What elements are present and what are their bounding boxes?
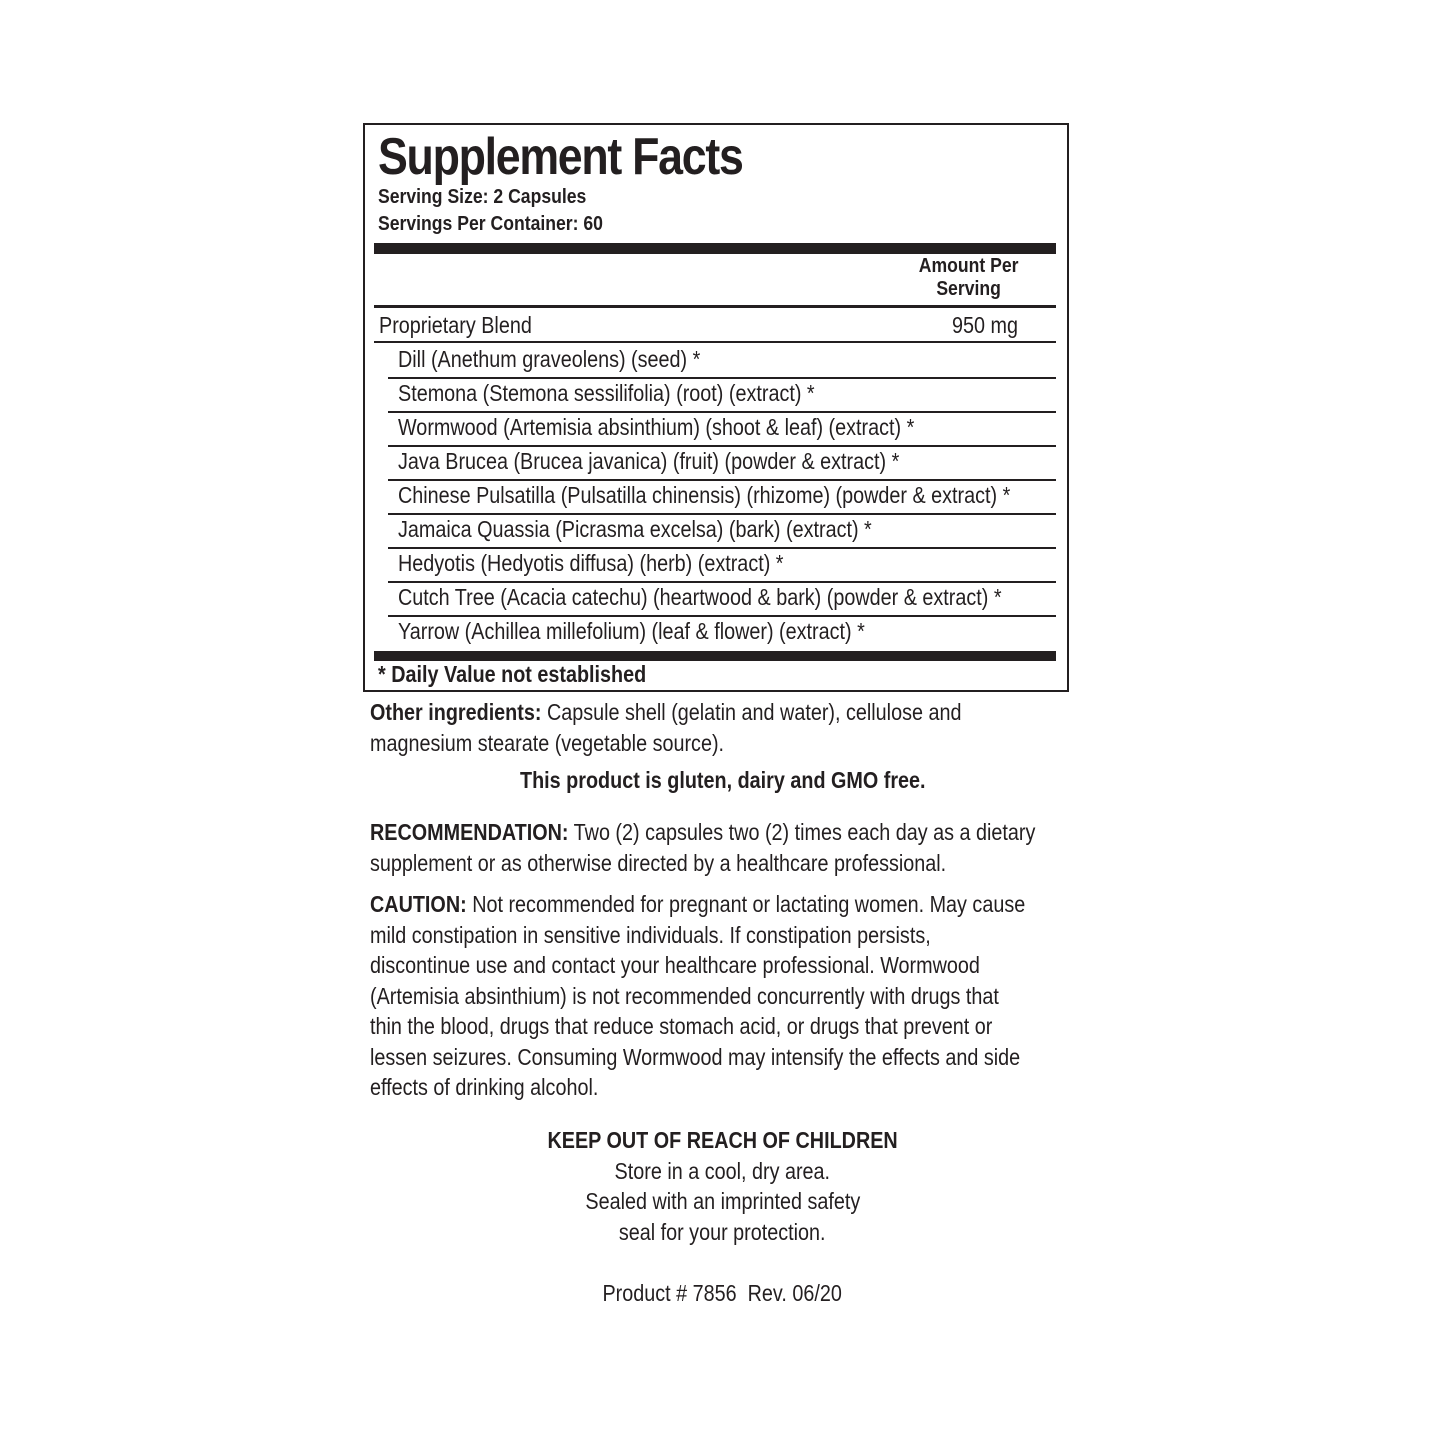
ingredient-row: Stemona (Stemona sessilifolia) (root) (extract) * [398, 380, 815, 406]
storage-line-2: Sealed with an imprinted safety [585, 1188, 860, 1214]
storage-block [0, 1125, 1445, 1247]
thick-divider-bottom [374, 651, 1056, 661]
daily-value-note: * Daily Value not established [378, 661, 647, 687]
ingredient-row: Chinese Pulsatilla (Pulsatilla chinensis) (rhizome) (powder & extract) * [398, 482, 1011, 508]
caution-text-1: Not recommended for pregnant or lactating women. May cause [466, 891, 1026, 917]
other-ingredients-label: Other ingredients: [370, 699, 542, 725]
amount-header-line-1: Amount Per [918, 255, 1019, 277]
row-divider [388, 513, 1056, 515]
ingredient-row: Yarrow (Achillea millefolium) (leaf & flower) (extract) * [398, 618, 865, 644]
caution-text-line: lessen seizures. Consuming Wormwood may intensify the effects and side [370, 1043, 1021, 1070]
other-ingredients [370, 697, 961, 758]
thick-divider-top [374, 243, 1056, 254]
ingredient-row: Hedyotis (Hedyotis diffusa) (herb) (extract) * [398, 550, 784, 576]
storage-line-1: Store in a cool, dry area. [614, 1157, 831, 1184]
caution-label: CAUTION: [370, 891, 467, 917]
storage-line-3: seal for your protection. [619, 1218, 826, 1245]
caution-text-line: mild constipation in sensitive individuals. If constipation persists, [370, 921, 931, 948]
row-divider [388, 479, 1056, 481]
blend-amount: 950 mg [952, 312, 1018, 338]
caution-text-line: effects of drinking alcohol. [370, 1074, 599, 1100]
supplement-facts-panel [363, 123, 1069, 692]
caution-text-line: (Artemisia absinthium) is not recommended concurrently with drugs that [370, 982, 999, 1009]
row-divider [388, 615, 1056, 617]
recommendation-text-2: supplement or as otherwise directed by a healthcare professional. [370, 849, 947, 876]
caution-text-line: thin the blood, drugs that reduce stomach acid, or drugs that prevent or [370, 1013, 993, 1039]
row-divider [388, 411, 1056, 413]
serving-size: Serving Size: 2 Capsules [378, 186, 587, 208]
amount-header-line-2: Serving [936, 278, 1001, 300]
ingredient-row: Jamaica Quassia (Picrasma excelsa) (bark) (extract) * [398, 516, 872, 542]
free-statement [0, 765, 1445, 796]
ingredient-row: Java Brucea (Brucea javanica) (fruit) (powder & extract) * [398, 448, 900, 474]
servings-per-container: Servings Per Container: 60 [378, 213, 603, 235]
other-ingredients-text-1: Capsule shell (gelatin and water), cellulose and [541, 699, 962, 725]
row-divider [388, 445, 1056, 447]
row-divider [388, 581, 1056, 583]
caution [370, 889, 1025, 1103]
amount-per-serving-header [898, 255, 1039, 301]
ingredient-row: Dill (Anethum graveolens) (seed) * [398, 346, 701, 372]
header-divider [374, 305, 1056, 308]
other-ingredients-text-2: magnesium stearate (vegetable source). [370, 729, 725, 756]
ingredient-row: Cutch Tree (Acacia catechu) (heartwood & bark) (powder & extract) * [398, 584, 1002, 610]
recommendation-text-1: Two (2) capsules two (2) times each day as a dietary [568, 819, 1036, 845]
caution-text-line: discontinue use and contact your healthcare professional. Wormwood [370, 952, 980, 978]
product-info [0, 1278, 1445, 1309]
facts-title: Supplement Facts [378, 128, 743, 186]
row-divider [374, 341, 1056, 343]
ingredient-row: Wormwood (Artemisia absinthium) (shoot & leaf) (extract) * [398, 414, 915, 440]
free-statement-text: This product is gluten, dairy and GMO free. [519, 767, 926, 793]
product-number: Product # 7856 Rev. 06/20 [602, 1280, 843, 1306]
row-divider [388, 547, 1056, 549]
recommendation-label: RECOMMENDATION: [370, 819, 569, 845]
recommendation [370, 817, 1035, 878]
row-divider [388, 377, 1056, 379]
children-warning: KEEP OUT OF REACH OF CHILDREN [547, 1127, 898, 1153]
blend-name: Proprietary Blend [379, 312, 532, 338]
